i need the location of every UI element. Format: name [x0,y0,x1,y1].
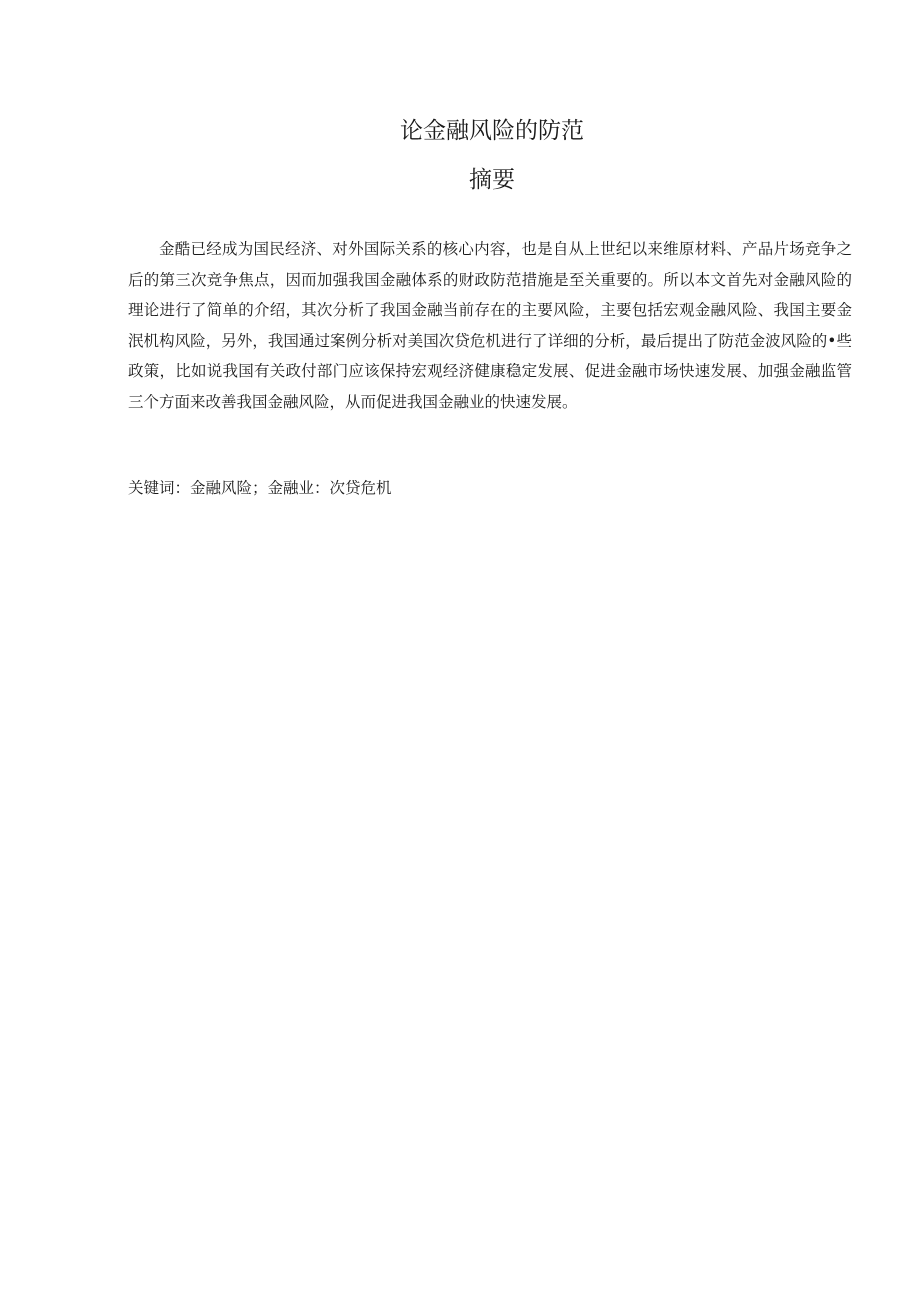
document-title: 论金融风险的防范 [400,118,584,144]
abstract-paragraph: 金酷已经成为国民经济、对外国际关系的核心内容，也是自从上世纪以来维原材料、产品片场竞争之后的第三次竞争焦点，因而加强我国金融体系的财政防范措施是至关重要的。所以本文首先对金融风险的理论进行了简单的介绍，其次分析了我国金融当前存在的主要风险，主要包括宏观金融风险、我国主要金泯机构风险，另外，我国通过案例分析对美国次贷危机进行了详细的分析，最后提出了防范金波风险的•些政策，比如说我国有关政付部门应该保持宏观经济健康稳定发展、促进金融市场快速发展、加强金融监管三个方面来改善我国金融风险，从而促进我国金融业的快速发展。 [128,240,852,411]
abstract-heading: 摘要 [469,167,515,193]
keywords-line: 关键词：金融风险；金融业：次贷危机 [128,479,392,497]
